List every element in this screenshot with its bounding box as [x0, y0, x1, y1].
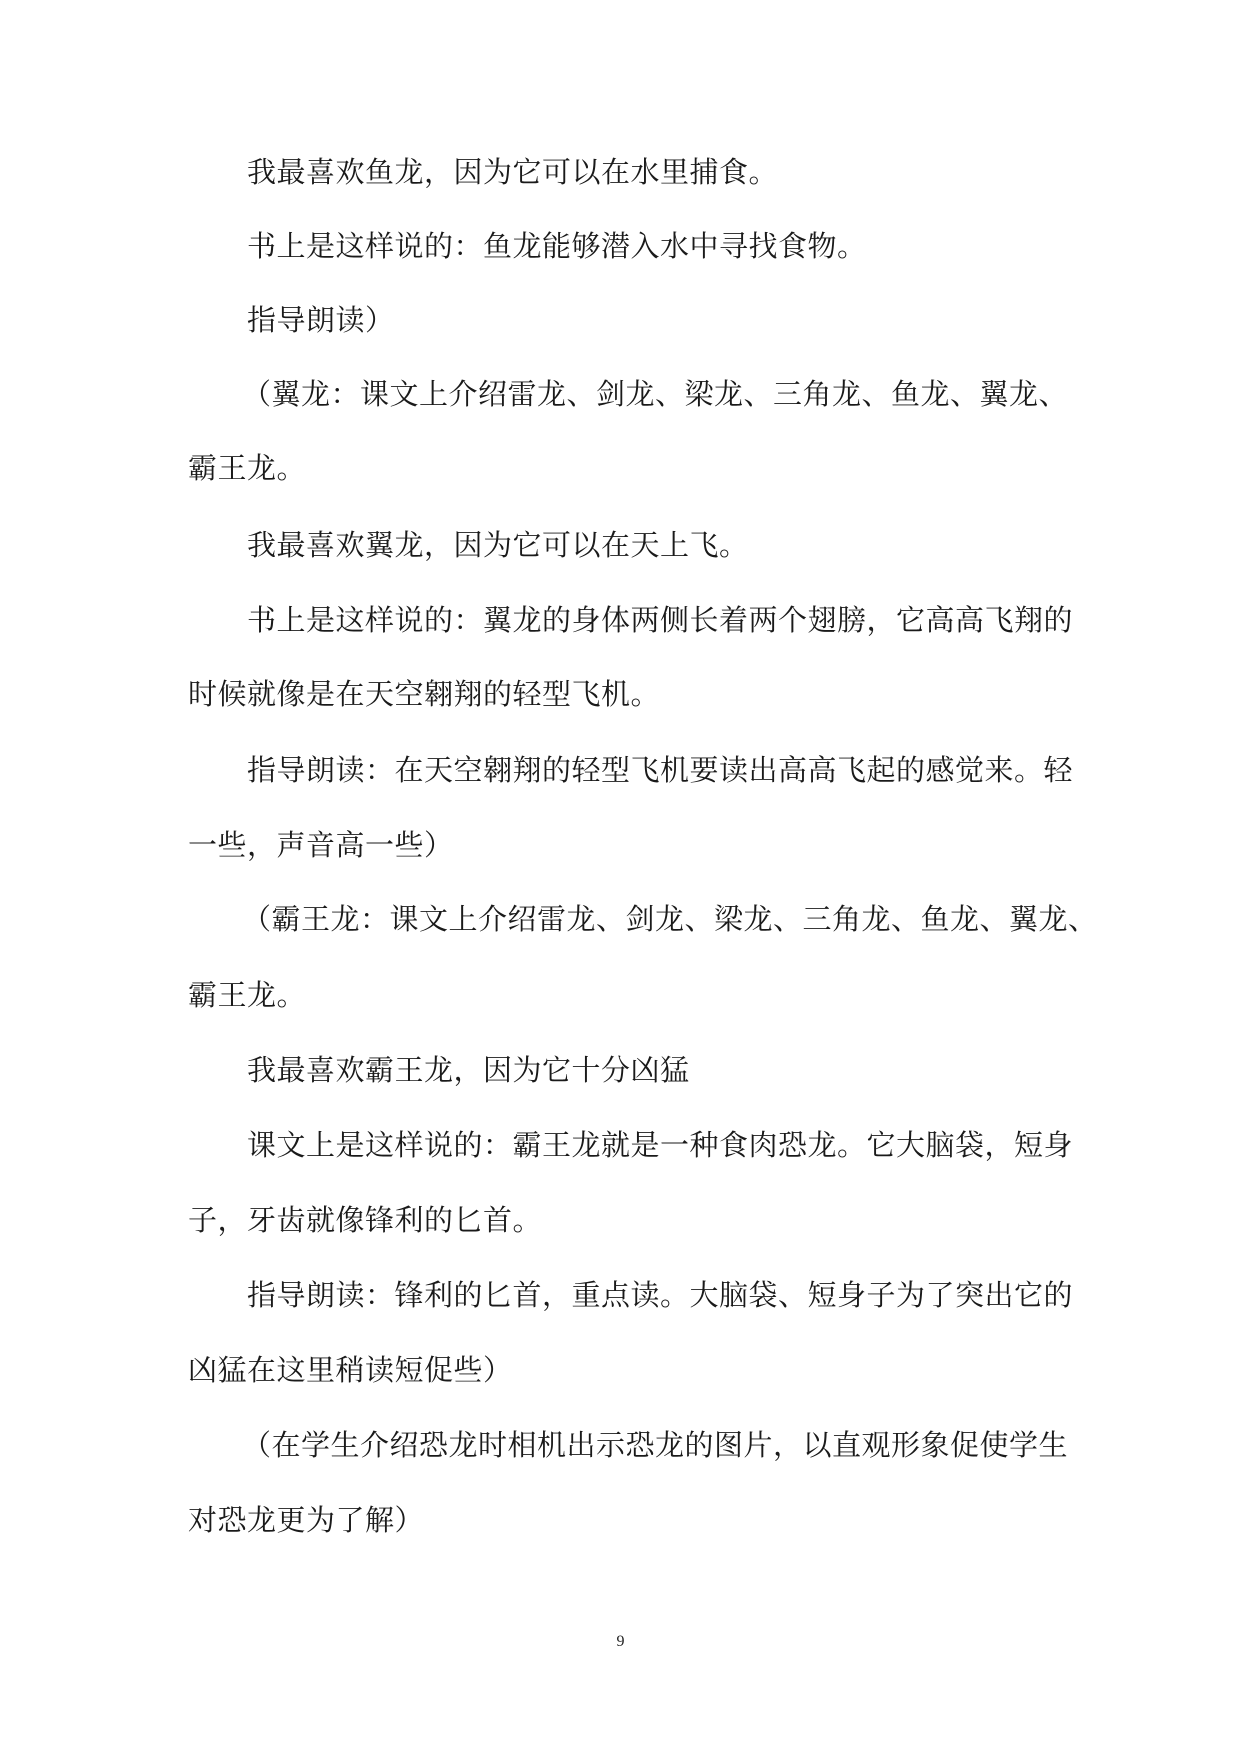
- paragraph-line: 书上是这样说的：鱼龙能够潜入水中寻找食物。: [247, 229, 867, 263]
- paragraph-line: 我最喜欢霸王龙，因为它十分凶猛: [247, 1053, 690, 1087]
- paragraph-line: 课文上是这样说的：霸王龙就是一种食肉恐龙。它大脑袋，短身: [247, 1128, 1074, 1162]
- paragraph-line: 指导朗读）: [247, 303, 395, 337]
- paragraph-line: （在学生介绍恐龙时相机出示恐龙的图片，以直观形象促使学生: [242, 1428, 1069, 1462]
- paragraph-line: 一些，声音高一些）: [188, 828, 454, 862]
- paragraph-line: 书上是这样说的：翼龙的身体两侧长着两个翅膀，它高高飞翔的: [247, 603, 1074, 637]
- paragraph-line: 子，牙齿就像锋利的匕首。: [188, 1203, 543, 1237]
- paragraph-line: （翼龙：课文上介绍雷龙、剑龙、梁龙、三角龙、鱼龙、翼龙、: [242, 377, 1069, 411]
- page-number: 9: [616, 1633, 625, 1650]
- paragraph-line: 指导朗读：在天空翱翔的轻型飞机要读出高高飞起的感觉来。轻: [247, 753, 1074, 787]
- paragraph-line: 对恐龙更为了解）: [188, 1503, 425, 1537]
- paragraph-line: 霸王龙。: [188, 451, 307, 485]
- paragraph-line: 我最喜欢翼龙，因为它可以在天上飞。: [247, 528, 749, 562]
- paragraph-line: 时候就像是在天空翱翔的轻型飞机。: [188, 677, 661, 711]
- paragraph-line: 霸王龙。: [188, 978, 307, 1012]
- paragraph-line: 我最喜欢鱼龙，因为它可以在水里捕食。: [247, 155, 779, 189]
- paragraph-line: 凶猛在这里稍读短促些）: [188, 1353, 513, 1387]
- paragraph-line: 指导朗读：锋利的匕首，重点读。大脑袋、短身子为了突出它的: [247, 1278, 1074, 1312]
- paragraph-line: （霸王龙：课文上介绍雷龙、剑龙、梁龙、三角龙、鱼龙、翼龙、: [242, 902, 1098, 936]
